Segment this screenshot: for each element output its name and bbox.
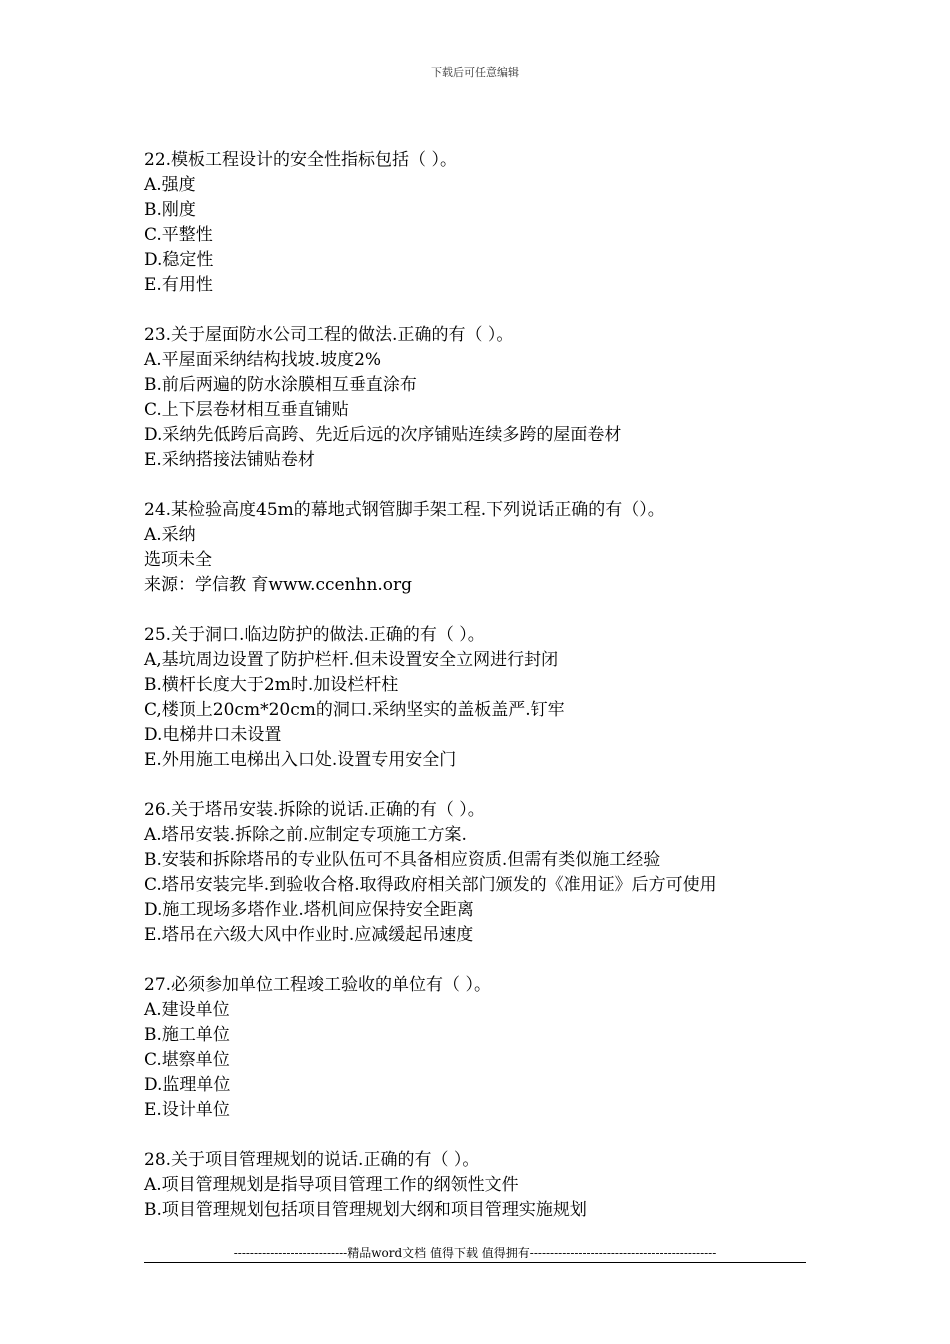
option-c: C.平整性 (144, 225, 213, 245)
question-stem: 23.关于屋面防水公司工程的做法.正确的有（ ）。 (144, 325, 514, 345)
option-b: B.刚度 (144, 200, 196, 220)
option-d: D.采纳先低跨后高跨、先近后远的次序铺贴连续多跨的屋面卷材 (144, 425, 622, 445)
option-d: D.施工现场多塔作业.塔机间应保持安全距离 (144, 900, 474, 920)
question-23 (144, 323, 824, 473)
incomplete-note: 选项未全 (144, 550, 212, 570)
question-stem: 24.某检验高度45m的幕地式钢管脚手架工程.下列说话正确的有（）。 (144, 500, 665, 520)
question-27 (144, 973, 824, 1123)
option-a: A.平屋面采纳结构找坡.坡度2% (144, 350, 382, 370)
question-stem: 28.关于项目管理规划的说话.正确的有（ ）。 (144, 1150, 480, 1170)
question-stem: 22.模板工程设计的安全性指标包括（ ）。 (144, 150, 457, 170)
option-a: A.强度 (144, 175, 196, 195)
option-d: D.电梯井口未设置 (144, 725, 282, 745)
source-note: 来源：学信教 育www.ccenhn.org (144, 575, 413, 595)
option-a: A.项目管理规划是指导项目管理工作的纲领性文件 (144, 1175, 519, 1195)
option-c: C.堪察单位 (144, 1050, 230, 1070)
option-c: C,楼顶上20cm*20cm的洞口.采纳坚实的盖板盖严.钉牢 (144, 700, 565, 720)
option-b: B.前后两遍的防水涂膜相互垂直涂布 (144, 375, 417, 395)
question-stem: 25.关于洞口.临边防护的做法.正确的有（ ）。 (144, 625, 485, 645)
option-a: A.建设单位 (144, 1000, 230, 1020)
option-e: E.采纳搭接法铺贴卷材 (144, 450, 315, 470)
question-stem: 26.关于塔吊安装.拆除的说话.正确的有（ ）。 (144, 800, 485, 820)
question-list (144, 148, 824, 1248)
question-stem: 27.必须参加单位工程竣工验收的单位有（ ）。 (144, 975, 491, 995)
question-25 (144, 623, 824, 773)
option-a: A.塔吊安装.拆除之前.应制定专项施工方案. (144, 825, 467, 845)
page-header: 下载后可任意编辑 (431, 66, 519, 79)
option-a: A,基坑周边设置了防护栏杆.但未设置安全立网进行封闭 (144, 650, 559, 670)
option-e: E.有用性 (144, 275, 213, 295)
option-a: A.采纳 (144, 525, 196, 545)
option-e: E.外用施工电梯出入口处.设置专用安全门 (144, 750, 457, 770)
question-26 (144, 798, 824, 948)
option-b: B.横杆长度大于2m时.加设栏杆柱 (144, 675, 399, 695)
option-b: B.施工单位 (144, 1025, 230, 1045)
option-c: C.上下层卷材相互垂直铺贴 (144, 400, 349, 420)
page-footer: ----------------------------精品word文档 值得下载 值得拥有---------------------------------------------- (233, 1246, 717, 1260)
option-c: C.塔吊安装完毕.到验收合格.取得政府相关部门颁发的《准用证》后方可使用 (144, 875, 717, 895)
question-22 (144, 148, 824, 298)
option-d: D.监理单位 (144, 1075, 231, 1095)
option-e: E.设计单位 (144, 1100, 230, 1120)
option-b: B.项目管理规划包括项目管理规划大纲和项目管理实施规划 (144, 1200, 587, 1220)
option-d: D.稳定性 (144, 250, 214, 270)
question-24 (144, 498, 824, 598)
option-e: E.塔吊在六级大风中作业时.应减缓起吊速度 (144, 925, 474, 945)
option-b: B.安装和拆除塔吊的专业队伍可不具备相应资质.但需有类似施工经验 (144, 850, 661, 870)
question-28 (144, 1148, 824, 1223)
footer-divider (144, 1262, 806, 1263)
